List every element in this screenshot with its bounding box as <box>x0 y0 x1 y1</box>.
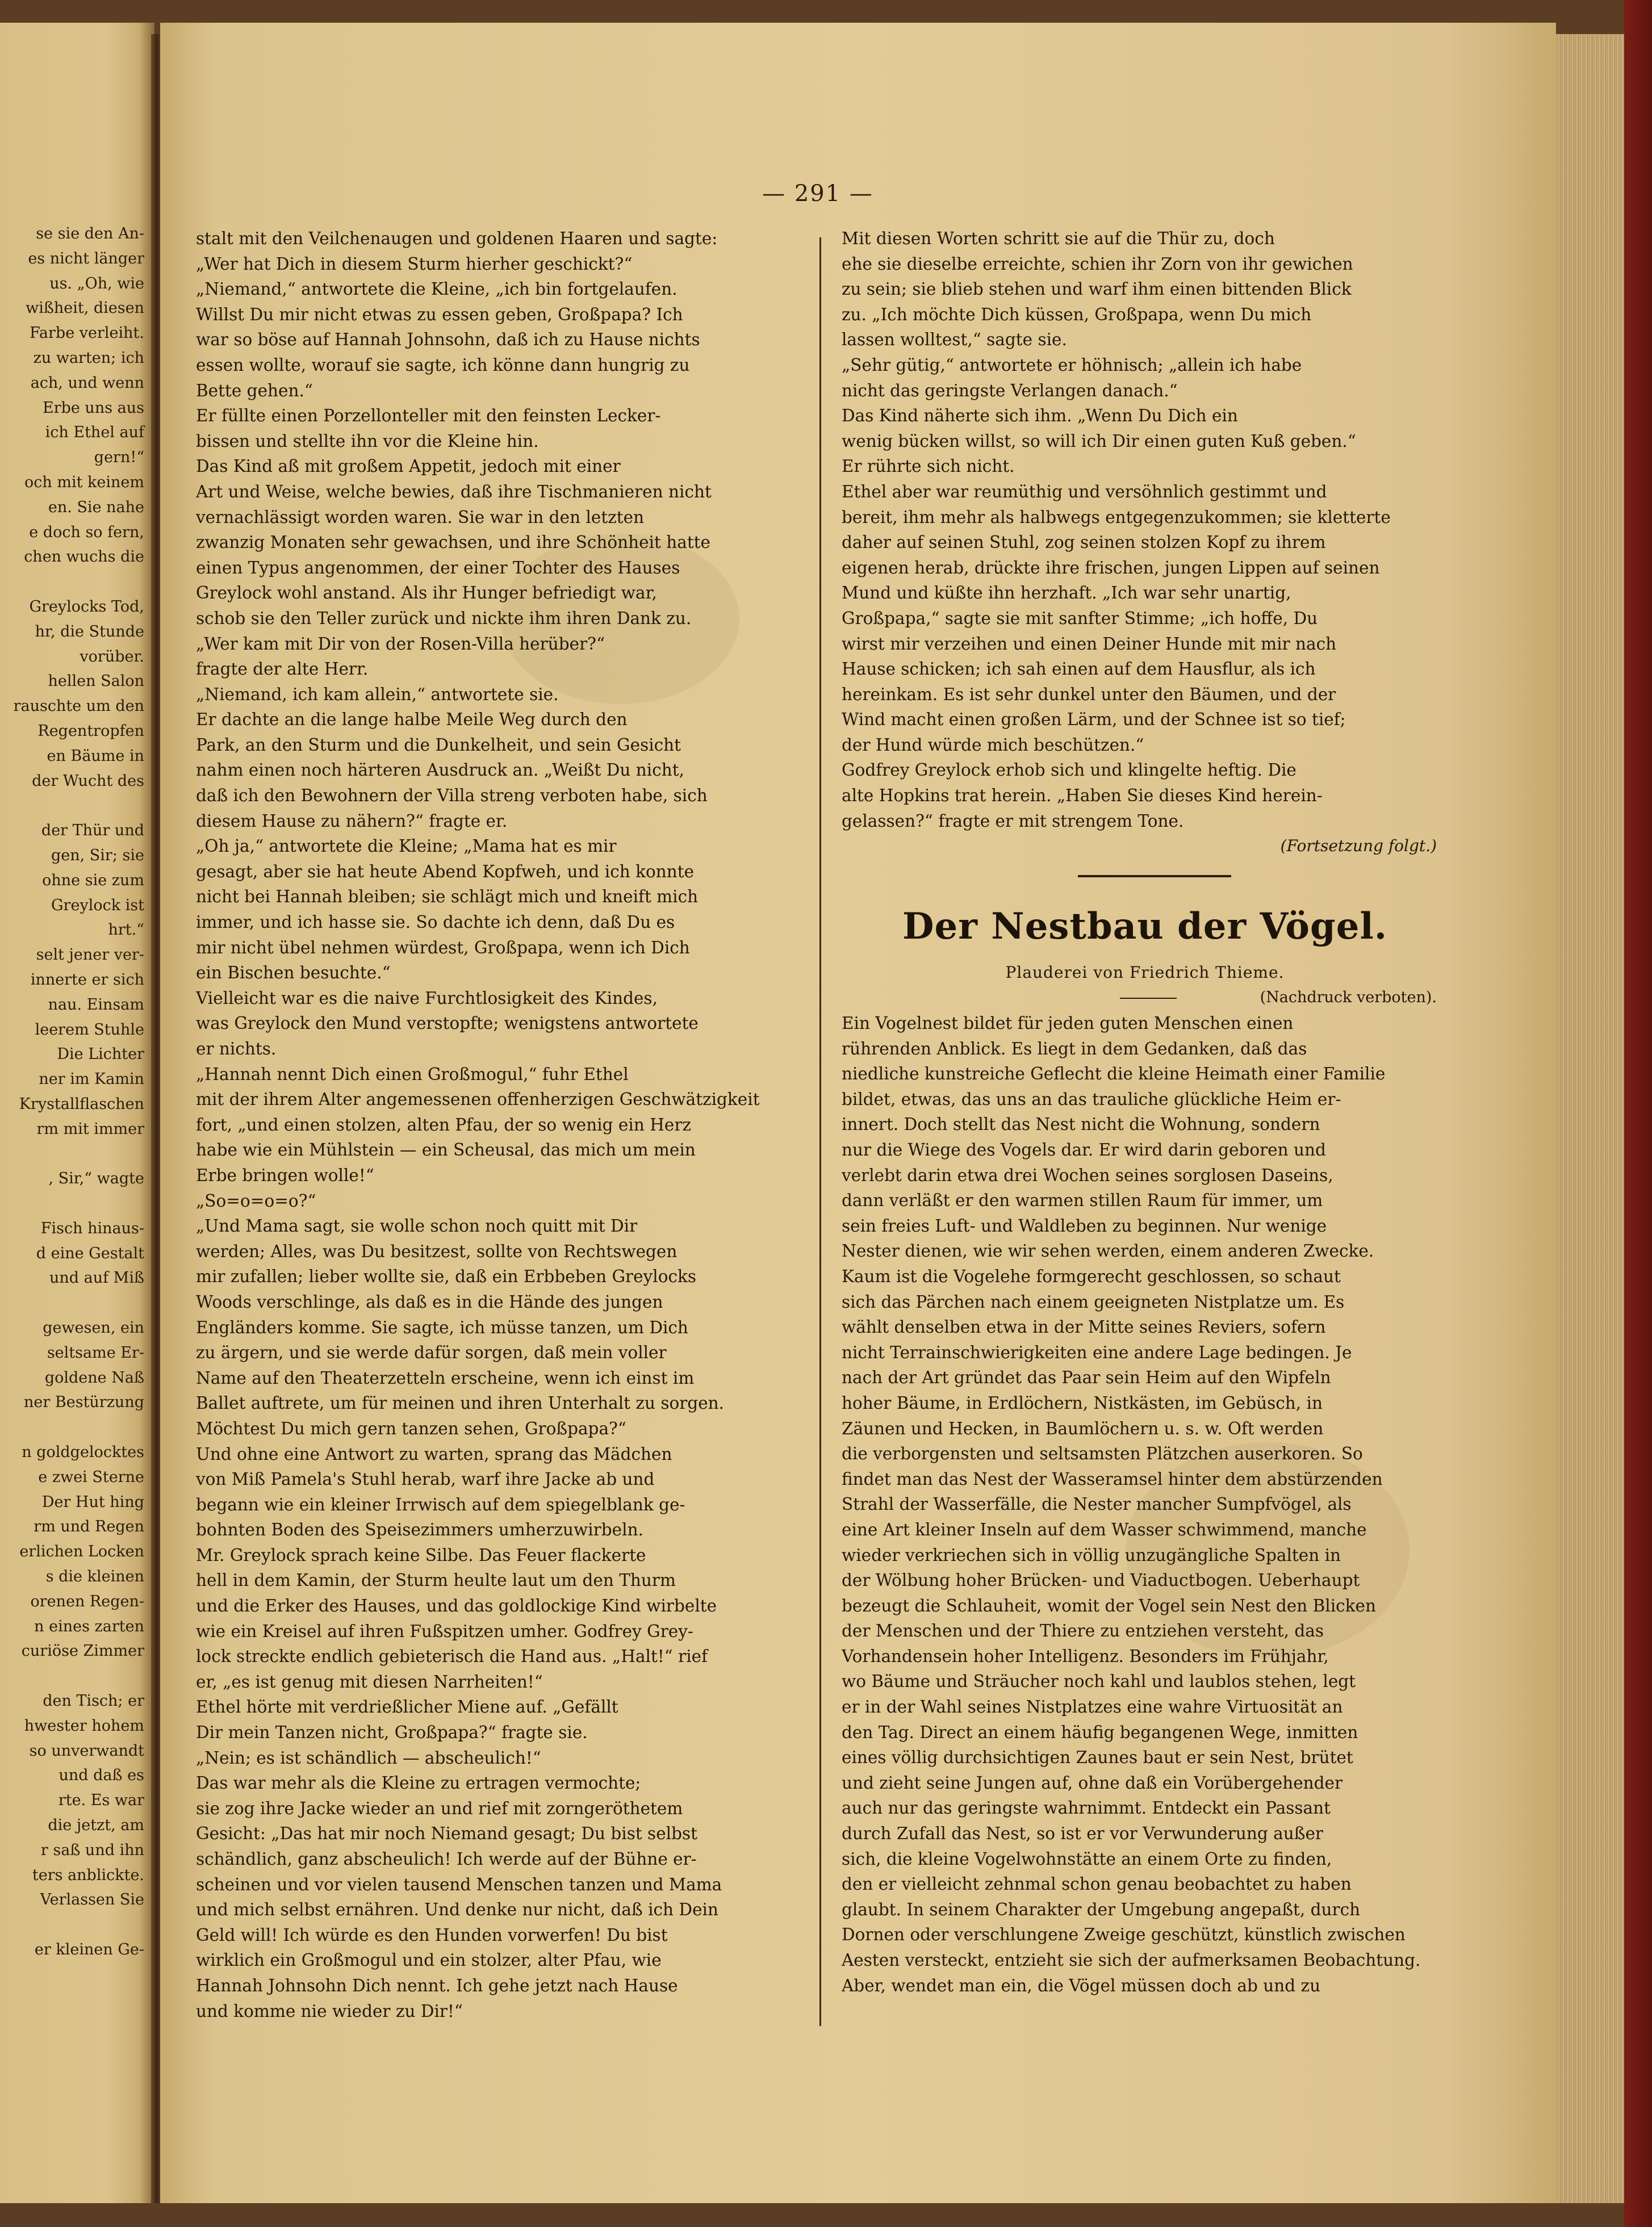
left-page-line: Regentropfen <box>37 722 144 740</box>
column-rule <box>819 237 821 2026</box>
article-line: hoher Bäume, in Erdlöchern, Nistkästen, im Gebüsch, in <box>842 1393 1323 1413</box>
article-byline: Plauderei von Friedrich Thieme. <box>1005 962 1285 982</box>
left-page-line: und daß es <box>58 1766 144 1785</box>
text-line: bohnten Boden des Speisezimmers umherzuwirbeln. <box>196 1520 643 1540</box>
text-line: immer, und ich hasse sie. So dachte ich denn, daß Du es <box>196 912 675 932</box>
article-line: Strahl der Wasserfälle, die Nester mancher Sumpfvögel, als <box>842 1495 1352 1514</box>
story-continuation <box>842 226 1448 834</box>
text-line: essen wollte, worauf sie sagte, ich könne dann hungrig zu <box>196 355 690 375</box>
continuation-note: (Fortsetzung folgt.) <box>1280 836 1437 856</box>
text-line: nahm einen noch härteren Ausdruck an. „Weißt Du nicht, <box>196 760 684 780</box>
text-line: eigenen herab, drückte ihre frischen, jungen Lippen auf seinen <box>842 558 1380 577</box>
left-page-line: hellen Salon <box>48 672 144 690</box>
article-line: der Wölbung hoher Brücken- und Viaductbogen. Ueberhaupt <box>842 1571 1360 1590</box>
left-page-line: ters anblickte. <box>32 1866 144 1884</box>
article-line: wieder verkriechen sich in völlig unzugängliche Spalten in <box>842 1545 1341 1565</box>
left-page-line: rm und Regen <box>34 1518 144 1536</box>
left-page-line: n eines zarten <box>34 1617 144 1635</box>
article-line: bezeugt die Schlauheit, womit der Vogel sein Nest den Blicken <box>842 1596 1377 1615</box>
text-line: von Miß Pamela's Stuhl herab, warf ihre Jacke ab und <box>196 1470 655 1489</box>
text-line: zu sein; sie blieb stehen und warf ihm einen bittenden Blick <box>842 279 1352 299</box>
left-page-line: er kleinen Ge- <box>34 1940 144 1958</box>
left-page-line: der Thür und <box>41 822 144 840</box>
text-line: gesagt, aber sie hat heute Abend Kopfweh, und ich konnte <box>196 861 695 881</box>
article-line: findet man das Nest der Wasseramsel hinter dem abstürzenden <box>842 1469 1383 1489</box>
left-page-line: hr, die Stunde <box>35 622 144 641</box>
text-line: Geld will! Ich würde es den Hunden vorwerfen! Du bist <box>196 1925 668 1945</box>
right-column <box>842 226 1448 1998</box>
left-page-line: rte. Es war <box>58 1791 144 1810</box>
text-line: scheinen und vor vielen tausend Menschen tanzen und Mama <box>196 1874 722 1894</box>
reprint-note-row <box>842 985 1448 1011</box>
text-line: „Sehr gütig,“ antwortete er höhnisch; „allein ich habe <box>842 355 1302 375</box>
left-page-line: , Sir,“ wagte <box>48 1170 144 1188</box>
article-line: rührenden Anblick. Es liegt in dem Gedanken, daß das <box>842 1039 1307 1058</box>
article-line: nur die Wiege des Vogels dar. Er wird darin geboren und <box>842 1140 1326 1159</box>
left-page-line: Farbe verleiht. <box>30 324 144 342</box>
text-line: wie ein Kreisel auf ihren Fußspitzen umher. Godfrey Grey- <box>196 1621 693 1641</box>
text-line: war so böse auf Hannah Johnsohn, daß ich zu Hause nichts <box>196 330 700 350</box>
text-line: fort, „und einen stolzen, alten Pfau, der so wenig ein Herz <box>196 1115 692 1135</box>
article-line: eines völlig durchsichtigen Zaunes baut er sein Nest, brütet <box>842 1748 1353 1768</box>
text-line: Möchtest Du mich gern tanzen sehen, Großpapa?“ <box>196 1418 626 1438</box>
left-page-line: e zwei Sterne <box>38 1468 144 1486</box>
text-line: Park, an den Sturm und die Dunkelheit, und sein Gesicht <box>196 735 681 755</box>
text-line: diesem Hause zu nähern?“ fragte er. <box>196 811 508 831</box>
text-line: begann wie ein kleiner Irrwisch auf dem spiegelblank ge- <box>196 1495 685 1514</box>
article-line: innert. Doch stellt das Nest nicht die Wohnung, sondern <box>842 1115 1320 1135</box>
text-line: wirklich ein Großmogul und ein stolzer, alter Pfau, wie <box>196 1950 662 1970</box>
text-line: lock streckte endlich gebieterisch die Hand aus. „Halt!“ rief <box>196 1647 708 1667</box>
left-page-line <box>0 1664 148 1689</box>
page-number: — 291 — <box>762 181 873 207</box>
text-line: Ethel aber war reumüthig und versöhnlich gestimmt und <box>842 482 1327 501</box>
text-line: Das Kind näherte sich ihm. „Wenn Du Dich ein <box>842 406 1238 426</box>
text-line: Er dachte an die lange halbe Meile Weg durch den <box>196 710 628 730</box>
text-line: vernachlässigt worden waren. Sie war in den letzten <box>196 507 645 527</box>
article-line: Dornen oder verschlungene Zweige geschützt, künstlich zwischen <box>842 1925 1406 1945</box>
left-page-text <box>0 221 148 1962</box>
article-line: und zieht seine Jungen auf, ohne daß ein Vorübergehender <box>842 1773 1343 1793</box>
article-line: sich das Pärchen nach einem geeigneten Nistplatze um. Es <box>842 1292 1345 1312</box>
text-line: einen Typus angenommen, der einer Tochter des Hauses <box>196 558 680 577</box>
text-line: Und ohne eine Antwort zu warten, sprang das Mädchen <box>196 1444 672 1464</box>
left-page-line: seltsame Er- <box>47 1343 144 1362</box>
left-page-line: ohne sie zum <box>42 871 144 889</box>
text-line: Ballet auftrete, um für meinen und ihren Unterhalt zu sorgen. <box>196 1393 725 1413</box>
text-line: gelassen?“ fragte er mit strengem Tone. <box>842 811 1184 831</box>
left-page-line: r saß und ihn <box>40 1841 144 1859</box>
left-page-line: n goldgelocktes <box>22 1443 144 1462</box>
text-line: nicht bei Hannah bleiben; sie schlägt mich und kneift mich <box>196 887 699 907</box>
article-line: Kaum ist die Vogelehe formgerecht geschlossen, so schaut <box>842 1266 1341 1286</box>
text-line: „Wer kam mit Dir von der Rosen-Villa herüber?“ <box>196 634 605 654</box>
text-line: Woods verschlinge, als daß es in die Hände des jungen <box>196 1292 663 1312</box>
text-line: Hause schicken; ich sah einen auf dem Hausflur, als ich <box>842 659 1316 679</box>
left-page-line <box>0 793 148 818</box>
text-line: alte Hopkins trat herein. „Haben Sie dieses Kind herein- <box>842 786 1323 806</box>
text-line: Art und Weise, welche bewies, daß ihre Tischmanieren nicht <box>196 482 712 501</box>
text-line: fragte der alte Herr. <box>196 659 369 679</box>
left-page-line: der Wucht des <box>32 772 144 790</box>
text-line: Godfrey Greylock erhob sich und klingelte heftig. Die <box>842 760 1296 780</box>
left-page-line: Die Lichter <box>57 1045 144 1064</box>
text-line: mit der ihrem Alter angemessenen offenherzigen Geschwätzigkeit <box>196 1090 760 1110</box>
text-line: Das war mehr als die Kleine zu ertragen vermochte; <box>196 1773 641 1793</box>
left-page-line: ner Bestürzung <box>24 1393 144 1412</box>
left-page-line: ner im Kamin <box>39 1070 144 1089</box>
text-line: er, „es ist genug mit diesen Narrheiten!“ <box>196 1672 543 1692</box>
article-line: der Menschen und der Thiere zu entziehen versteht, das <box>842 1621 1324 1641</box>
text-line: habe wie ein Mühlstein — ein Scheusal, das mich um mein <box>196 1140 696 1160</box>
text-line: er nichts. <box>196 1039 277 1058</box>
left-page-line: Greylock ist <box>51 896 144 914</box>
left-page-line: zu warten; ich <box>33 349 144 367</box>
text-line: zu ärgern, und sie werde dafür sorgen, daß mein voller <box>196 1343 667 1363</box>
text-line: und die Erker des Hauses, und das goldlockige Kind wirbelte <box>196 1596 717 1616</box>
left-page-line: leerem Stuhle <box>35 1020 144 1039</box>
article-line: Nester dienen, wie wir sehen werden, einem anderen Zwecke. <box>842 1241 1374 1261</box>
text-line: ein Bischen besuchte.“ <box>196 963 391 983</box>
left-page-line: Erbe uns aus <box>42 399 144 417</box>
article-line: bildet, etwas, das uns an das trauliche glückliche Heim er- <box>842 1089 1341 1109</box>
text-line: Mund und küßte ihn herzhaft. „Ich war sehr unartig, <box>842 583 1291 603</box>
text-line: bereit, ihm mehr als halbwegs entgegenzukommen; sie kletterte <box>842 507 1391 527</box>
article-line: verlebt darin etwa drei Wochen seines sorglosen Daseins, <box>842 1165 1333 1185</box>
text-line: schob sie den Teller zurück und nickte ihm ihren Dank zu. <box>196 608 692 628</box>
left-page-line <box>0 1191 148 1216</box>
article-line: Zäunen und Hecken, in Baumlöchern u. s. w. Oft werden <box>842 1418 1324 1438</box>
left-page-line <box>0 1415 148 1440</box>
left-page-line <box>0 1912 148 1937</box>
text-line: Greylock wohl anstand. Als ihr Hunger befriedigt war, <box>196 583 657 603</box>
text-line: Ethel hörte mit verdrießlicher Miene auf. „Gefällt <box>196 1697 618 1717</box>
text-line: Er füllte einen Porzellonteller mit den feinsten Lecker- <box>196 406 661 426</box>
left-page-line: och mit keinem <box>24 473 144 491</box>
left-page-line <box>0 570 148 595</box>
left-page-line: gewesen, ein <box>43 1319 144 1337</box>
text-line: zu. „Ich möchte Dich küssen, Großpapa, wenn Du mich <box>842 304 1312 324</box>
article-line: Aesten versteckt, entzieht sie sich der aufmerksamen Beobachtung. <box>842 1950 1421 1970</box>
left-page-line: gern!“ <box>94 449 144 467</box>
text-line: sie zog ihre Jacke wieder an und rief mit zorngeröthetem <box>196 1798 683 1818</box>
text-line: Vielleicht war es die naive Furchtlosigkeit des Kindes, <box>196 988 658 1008</box>
text-line: Bette gehen.“ <box>196 380 313 400</box>
text-line: „Niemand,“ antwortete die Kleine, „ich bin fortgelaufen. <box>196 279 677 299</box>
text-line: mir nicht übel nehmen würdest, Großpapa, wenn ich Dich <box>196 937 690 957</box>
left-page-line: vorüber. <box>80 647 144 665</box>
left-page-line: Krystallflaschen <box>19 1095 144 1113</box>
article-line: Vorhandensein hoher Intelligenz. Besonders im Frühjahr, <box>842 1646 1329 1666</box>
left-page-line: en Bäume in <box>47 747 144 765</box>
left-page-line: rm mit immer <box>36 1120 144 1138</box>
left-page-line: Greylocks Tod, <box>29 597 144 616</box>
article-line: glaubt. In seinem Charakter der Umgebung angepaßt, durch <box>842 1899 1361 1919</box>
left-page-line: wißheit, diesen <box>26 299 144 317</box>
left-page-line: chen wuchs die <box>24 548 144 566</box>
article-line: durch Zufall das Nest, so ist er vor Verwunderung außer <box>842 1824 1324 1844</box>
text-line: „Niemand, ich kam allein,“ antwortete sie. <box>196 684 559 704</box>
text-line: der Hund würde mich beschützen.“ <box>842 735 1144 755</box>
text-line: werden; Alles, was Du besitzest, sollte von Rechtswegen <box>196 1241 677 1261</box>
text-line: „Hannah nennt Dich einen Großmogul,“ fuhr Ethel <box>196 1064 629 1084</box>
text-line: schändlich, ganz abscheulich! Ich werde auf der Bühne er- <box>196 1849 697 1869</box>
article-line: Ein Vogelnest bildet für jeden guten Menschen einen <box>842 1014 1294 1033</box>
article-line: wählt denselben etwa in der Mitte seines Reviers, sofern <box>842 1317 1326 1337</box>
left-page-line: rauschte um den <box>13 697 144 715</box>
left-page-line: und auf Miß <box>49 1269 144 1287</box>
left-page-line: e doch so fern, <box>29 523 144 541</box>
text-line: daher auf seinen Stuhl, zog seinen stolzen Kopf zu ihrem <box>842 533 1326 552</box>
left-page-line: hwester hohem <box>24 1717 144 1735</box>
article-title: Der Nestbau der Vögel. <box>902 905 1388 948</box>
text-line: mir zufallen; lieber wollte sie, daß ein Erbbeben Greylocks <box>196 1267 697 1287</box>
text-line: „So=o=o=o?“ <box>196 1191 316 1211</box>
text-line: Dir mein Tanzen nicht, Großpapa?“ fragte sie. <box>196 1723 588 1743</box>
text-line: wenig bücken willst, so will ich Dir einen guten Kuß geben.“ <box>842 431 1356 451</box>
left-page-line: so unverwandt <box>29 1742 144 1760</box>
left-column <box>196 226 810 2024</box>
reprint-note: (Nachdruck verboten). <box>1260 989 1437 1007</box>
article-line: sein freies Luft- und Waldleben zu beginnen. Nur wenige <box>842 1216 1327 1236</box>
article-line: Aber, wendet man ein, die Vögel müssen doch ab und zu <box>842 1975 1321 1995</box>
article-line: die verborgensten und seltsamsten Plätzchen auserkoren. So <box>842 1444 1363 1464</box>
left-page-line: erlichen Locken <box>19 1543 144 1561</box>
left-page-line <box>0 1291 148 1316</box>
article-line: dann verläßt er den warmen stillen Raum für immer, um <box>842 1191 1323 1211</box>
text-line: und mich selbst ernähren. Und denke nur nicht, daß ich Dein <box>196 1900 718 1920</box>
left-page-line: d eine Gestalt <box>36 1244 144 1262</box>
article-line: eine Art kleiner Inseln auf dem Wasser schwimmend, manche <box>842 1519 1367 1539</box>
article-line: wo Bäume und Sträucher noch kahl und laublos stehen, legt <box>842 1672 1356 1692</box>
article-line: auch nur das geringste wahrnimmt. Entdeckt ein Passant <box>842 1798 1331 1818</box>
left-page-line: s die kleinen <box>45 1568 144 1586</box>
left-page-line: innerte er sich <box>30 970 144 989</box>
article-body <box>842 1011 1448 1998</box>
left-page-line: Der Hut hing <box>41 1493 144 1511</box>
left-page-line: ich Ethel auf <box>45 424 144 442</box>
text-line: und komme nie wieder zu Dir!“ <box>196 2001 463 2021</box>
text-line: hell in dem Kamin, der Sturm heulte laut um den Thurm <box>196 1571 676 1590</box>
byline-dash <box>1120 998 1177 999</box>
article-line: niedliche kunstreiche Geflecht die kleine Heimath einer Familie <box>842 1064 1386 1084</box>
left-page-line: Fisch hinaus- <box>40 1219 144 1237</box>
section-divider <box>842 859 1448 893</box>
text-line: bissen und stellte ihn vor die Kleine hin. <box>196 431 539 451</box>
text-line: Das Kind aß mit großem Appetit, jedoch mit einer <box>196 457 621 476</box>
text-line: was Greylock den Mund verstopfte; wenigstens antwortete <box>196 1014 699 1033</box>
article-line: nach der Art gründet das Paar sein Heim auf den Wipfeln <box>842 1368 1331 1388</box>
text-line: hereinkam. Es ist sehr dunkel unter den Bäumen, und der <box>842 684 1336 704</box>
left-page-line: Verlassen Sie <box>40 1891 144 1909</box>
article-line: sich, die kleine Vogelwohnstätte an einem Orte zu finden, <box>842 1849 1332 1869</box>
text-line: stalt mit den Veilchenaugen und goldenen Haaren und sagte: <box>196 229 718 248</box>
text-line: Mit diesen Worten schritt sie auf die Thür zu, doch <box>842 229 1275 248</box>
text-line: Name auf den Theaterzetteln erscheine, wenn ich einst im <box>196 1368 695 1388</box>
left-page-line: es nicht länger <box>28 249 144 267</box>
text-line: „Nein; es ist schändlich — abscheulich!“ <box>196 1748 541 1768</box>
left-page-line: den Tisch; er <box>43 1692 144 1710</box>
text-line: lassen wolltest,“ sagte sie. <box>842 330 1067 350</box>
left-page-line: nau. Einsam <box>48 995 144 1014</box>
text-line: wirst mir verzeihen und einen Deiner Hunde mit mir nach <box>842 634 1337 654</box>
article-line: nicht Terrainschwierigkeiten eine andere Lage bedingen. Je <box>842 1342 1352 1362</box>
left-page-line: us. „Oh, wie <box>49 274 144 292</box>
left-page-line <box>0 1141 148 1166</box>
text-line: Mr. Greylock sprach keine Silbe. Das Feuer flackerte <box>196 1545 646 1565</box>
left-page-line: hrt.“ <box>108 921 144 939</box>
left-page-line: selt jener ver- <box>36 946 144 964</box>
left-page <box>0 23 154 2203</box>
left-page-line: gen, Sir; sie <box>51 846 144 864</box>
text-line: nicht das geringste Verlangen danach.“ <box>842 380 1178 400</box>
article-line: den Tag. Direct an einem häufig begangenen Wege, inmitten <box>842 1722 1358 1742</box>
text-line: „Und Mama sagt, sie wolle schon noch quitt mit Dir <box>196 1216 638 1236</box>
text-line: zwanzig Monaten sehr gewachsen, und ihre Schönheit hatte <box>196 533 710 552</box>
text-line: Großpapa,“ sagte sie mit sanfter Stimme; „ich hoffe, Du <box>842 608 1318 628</box>
text-line: Erbe bringen wolle!“ <box>196 1165 374 1185</box>
left-page-line: ach, und wenn <box>30 374 144 392</box>
left-page-line: die jetzt, am <box>48 1816 144 1834</box>
text-line: „Wer hat Dich in diesem Sturm hierher geschickt?“ <box>196 254 633 274</box>
text-line: Er rührte sich nicht. <box>842 457 1015 476</box>
text-line: Gesicht: „Das hat mir noch Niemand gesagt; Du bist selbst <box>196 1824 697 1844</box>
article-line: er in der Wahl seines Nistplatzes eine wahre Virtuosität an <box>842 1697 1343 1717</box>
text-line: daß ich den Bewohnern der Villa streng verboten habe, sich <box>196 786 708 806</box>
book-binding <box>1624 0 1652 2227</box>
text-line: Willst Du mir nicht etwas zu essen geben, Großpapa? Ich <box>196 304 683 324</box>
text-line: ehe sie dieselbe erreichte, schien ihr Zorn von ihr gewichen <box>842 254 1353 274</box>
left-page-line: orenen Regen- <box>30 1592 144 1610</box>
left-page-line: se sie den An- <box>36 225 144 242</box>
text-line: „Oh ja,“ antwortete die Kleine; „Mama hat es mir <box>196 836 617 856</box>
left-page-line: goldene Naß <box>44 1368 144 1387</box>
left-page-line: en. Sie nahe <box>48 498 144 516</box>
text-line: Wind macht einen großen Lärm, und der Schnee ist so tief; <box>842 710 1346 730</box>
text-line: Engländers komme. Sie sagte, ich müsse tanzen, um Dich <box>196 1317 688 1337</box>
left-page-line: curiöse Zimmer <box>21 1642 144 1660</box>
text-line: Hannah Johnsohn Dich nennt. Ich gehe jetzt nach Hause <box>196 1975 678 1995</box>
article-line: den er vielleicht zehnmal schon genau beobachtet zu haben <box>842 1874 1352 1894</box>
